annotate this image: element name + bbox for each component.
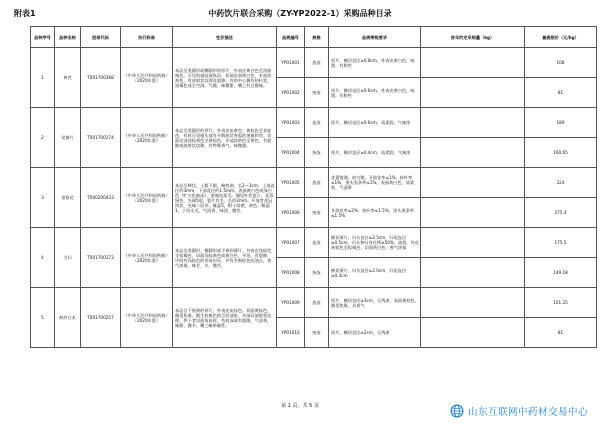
header-seq: 品种序号: [31, 27, 55, 48]
cell-spec: 统货: [305, 78, 329, 108]
cell-req: 横切薄片，归头直径≥2.5cm，归尾直径≥0.5cm，归头和归身比例≥50%，油润，外皮黄棕色至棕褐色，切面黄白色，香气浓郁: [329, 228, 421, 258]
cell-spec: 统货: [305, 258, 329, 288]
cell-qty: [421, 228, 525, 258]
cell-price: 81: [525, 78, 597, 108]
cell-seq: 4: [31, 228, 55, 288]
cell-spec: 选货: [305, 168, 329, 198]
cell-name: 党参片: [55, 108, 81, 168]
cell-spec: 选货: [305, 108, 329, 138]
cell-price: 108: [525, 48, 597, 78]
table-header-row: [31, 27, 597, 48]
cell-code: T001700173: [81, 228, 121, 288]
cell-name: 金银花: [55, 168, 81, 228]
cell-price: 175.5: [525, 228, 597, 258]
catalog-table: [30, 26, 597, 348]
cell-price: 101.25: [525, 288, 597, 318]
cell-standard: 《中华人民共和国药典》（2020年版）: [121, 48, 173, 108]
cell-desc: 本品呈类圆形或椭圆形的厚片，外表皮黄白色至淡棕褐色，可见纵皱纹或纵沟。切面皮部黄白色，木部淡黄色，有放射状纹理及裂隙，有的中心偶有枯朽状，黑褐色或呈空洞。气微，味微甜，嚼之有豆腥味。: [173, 48, 277, 108]
annex-label: 附表1: [14, 9, 36, 18]
cell-item-code: YP01005: [277, 168, 305, 198]
cell-name: 麸炒白术: [55, 288, 81, 348]
header-desc: 性状描述: [173, 27, 277, 48]
cell-standard: 《中华人民共和国药典》（2020年版）: [121, 168, 173, 228]
cell-seq: 2: [31, 108, 55, 168]
cell-price: 324: [525, 168, 597, 198]
cell-spec: 选货: [305, 228, 329, 258]
header-standard: 执行标准: [121, 27, 173, 48]
page-footer: 第 1 页，共 5 页: [281, 403, 319, 409]
cell-req: 厚片，横切直径≥0.8cm，外表皮黄白色，味甜，有粉性: [329, 48, 421, 78]
table-row: [31, 228, 597, 258]
cell-desc: 本品呈不规则的厚片。外表皮灰棕色。切面黄棕色，偶见焦斑，散生棕黄色的点状油室，木部具放射状纹理，烘干者切面角质样，色较深或有裂隙。气清香，味甜、微辛，嚼之略带黏性。: [173, 288, 277, 348]
cell-item-code: YP01009: [277, 288, 305, 318]
cell-price: 81: [525, 318, 597, 348]
cell-desc: 本品呈类圆形的厚片。外表皮灰黄色、黄棕色至灰棕色，有时可见根头部有多数疣状突起的茎痕和芽。切面皮部淡棕黄色至黄棕色，木部淡黄色至黄色，有裂隙或放射状纹理。有特殊香气，味微甜。: [173, 108, 277, 168]
cell-req: 厚片，横切直径≥3cm，无残茎，表面黄棕色，偶见焦斑，具香气: [329, 288, 421, 318]
cell-qty: [421, 288, 525, 318]
cell-req: 花蕾饱满，较匀整，开放花率≤1%；枝叶率≤1%，黑头黑条率≤1%，表面黄白色，质柔软，气清香: [329, 168, 421, 198]
cell-req: 厚片，横切直径≥0.6cm，外表皮黄白色，味甜，有粉性: [329, 78, 421, 108]
cell-req: 厚片，横切直径≥0.4cm，质柔润，气味浓: [329, 138, 421, 168]
globe-logo-icon: [450, 404, 464, 418]
cell-qty: [421, 198, 525, 228]
header-item-code: 品规编号: [277, 27, 305, 48]
cell-price: 189: [525, 108, 597, 138]
cell-standard: 《中华人民共和国药典》（2020年版）: [121, 108, 173, 168]
cell-item-code: YP01003: [277, 108, 305, 138]
cell-seq: 1: [31, 48, 55, 108]
cell-price: 149.18: [525, 258, 597, 288]
cell-spec: 统货: [305, 198, 329, 228]
cell-item-code: YP01010: [277, 318, 305, 348]
cell-item-code: YP01006: [277, 198, 305, 228]
header-spec: 规格: [305, 27, 329, 48]
cell-standard: 《中华人民共和国药典》（2020年版）: [121, 228, 173, 288]
cell-qty: [421, 78, 525, 108]
cell-code: T001700257: [81, 288, 121, 348]
cell-req: 横切薄片，归头直径≥2.0cm，归尾直径≥0.3cm: [329, 258, 421, 288]
cell-req: 厚片，横切直径≥0.6cm，质柔润，气味浓: [329, 108, 421, 138]
cell-item-code: YP01001: [277, 48, 305, 78]
watermark-text: 山东互联网中药材交易中心: [467, 407, 588, 418]
header-price: 最高限价（元/kg）: [525, 27, 597, 48]
cell-qty: [421, 108, 525, 138]
cell-seq: 3: [31, 168, 55, 228]
header-req: 品规等级要求: [329, 27, 421, 48]
cell-standard: 《中华人民共和国药典》（2020年版）: [121, 288, 173, 348]
cell-price: 275.4: [525, 198, 597, 228]
cell-spec: 选货: [305, 48, 329, 78]
cell-qty: [421, 138, 525, 168]
cell-item-code: YP01004: [277, 138, 305, 168]
cell-req: 开放花率≤2%；枝叶率≤1.5%，黑头黑条率≤1.5%: [329, 198, 421, 228]
cell-name: 黄芪: [55, 48, 81, 108]
cell-spec: 选货: [305, 288, 329, 318]
cell-desc: 本品呈类圆形、椭圆形或不规则薄片。外表皮浅棕色至棕褐色。切面浅棕黄色或黄白色，平坦，有裂隙，中间有浅棕色的形成层环，并有多数棕色的油点，香气浓郁，味甘、辛、微苦。: [173, 228, 277, 288]
cell-qty: [421, 258, 525, 288]
header-name: 品种名称: [55, 27, 81, 48]
cell-code: T001700368: [81, 48, 121, 108]
cell-spec: 统货: [305, 318, 329, 348]
cell-spec: 统货: [305, 138, 329, 168]
cell-item-code: YP01008: [277, 258, 305, 288]
cell-desc: 本品呈棒状，上粗下细，略弯曲，长2～3cm，上部直径约3mm，下部直径约1.5mm。表面黄白色或绿白色（贮久色渐深），密被短柔毛。偶见叶状苞片。花萼绿色，先端5裂，裂片有毛，长约2mm。开放者花冠筒状，先端二唇形；雄蕊5，附于筒壁，黄色；雌蕊1，子房无毛。气清香，味淡、微苦。: [173, 168, 277, 228]
cell-name: 当归: [55, 228, 81, 288]
cell-price: 160.65: [525, 138, 597, 168]
table-row: [31, 48, 597, 78]
header-qty: 首年约定采购量（kg）: [421, 27, 525, 48]
header-code: 医保代码: [81, 27, 121, 48]
cell-qty: [421, 48, 525, 78]
cell-qty: [421, 318, 525, 348]
table-row: [31, 288, 597, 318]
table-row: [31, 168, 597, 198]
cell-item-code: YP01002: [277, 78, 305, 108]
cell-item-code: YP01007: [277, 228, 305, 258]
table-row: [31, 108, 597, 138]
watermark: [450, 404, 588, 418]
cell-code: T000200433: [81, 168, 121, 228]
cell-req: 厚片，横切直径≥2cm，无残茎: [329, 318, 421, 348]
cell-qty: [421, 168, 525, 198]
cell-code: T001700174: [81, 108, 121, 168]
cell-seq: 5: [31, 288, 55, 348]
page-title: 中药饮片联合采购（ZY-YP2022-1）采购品种目录: [208, 9, 392, 18]
